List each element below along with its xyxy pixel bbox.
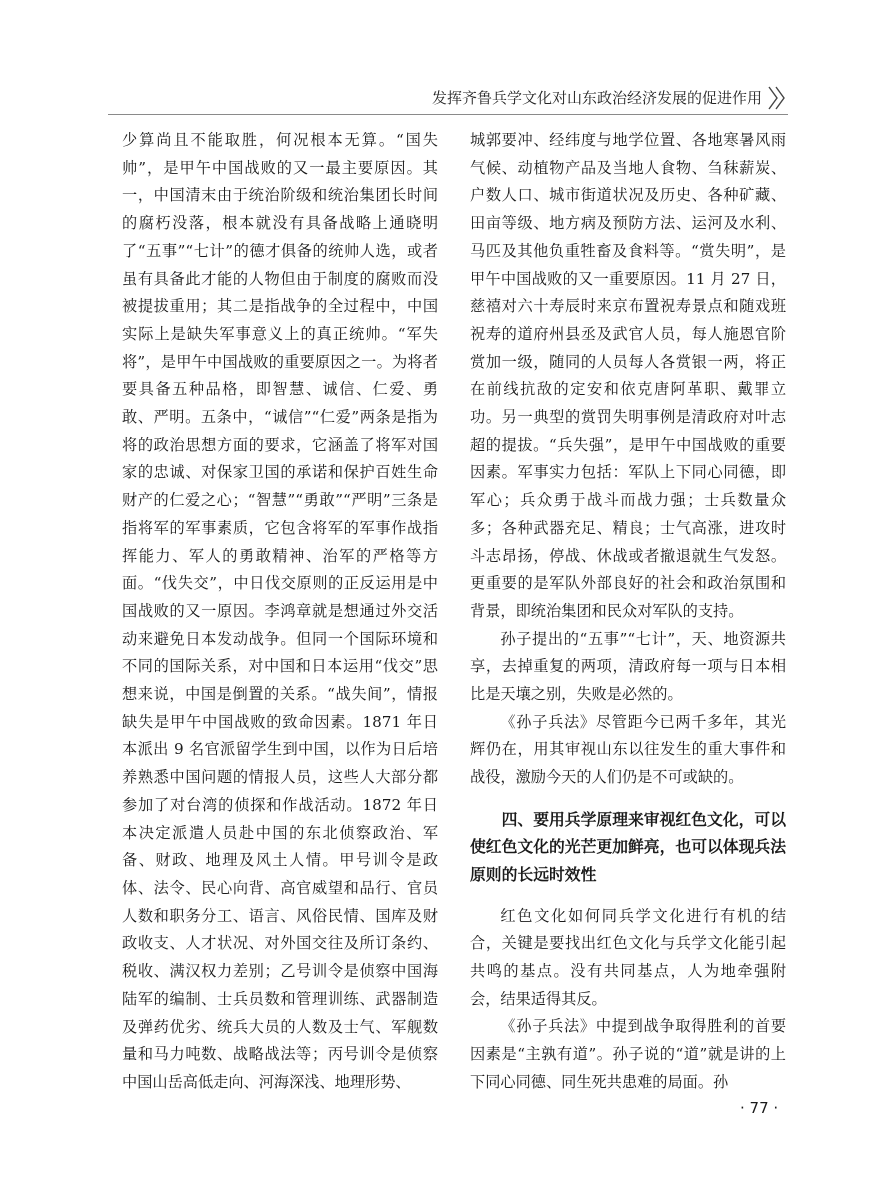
paragraph: 《孙子兵法》中提到战争取得胜利的首要因素是“主孰有道”。孙子说的“道”就是讲的上下同心同德、同生死共患难的局面。孙 xyxy=(470,1017,786,1091)
left-column xyxy=(122,127,438,1097)
running-title: 发挥齐鲁兵学文化对山东政治经济发展的促进作用 xyxy=(431,89,762,107)
header-rule xyxy=(108,114,788,115)
paragraph: 城郭要冲、经纬度与地学位置、各地寒暑风雨气候、动植物产品及当地人食物、刍秣薪炭、户数人口、城市街道状况及历史、各种矿藏、田亩等级、地方病及预防方法、运河及水利、马匹及其他负重牲畜及食料等。“赏失明”，是甲午中国战败的又一重要原因。11 月 27 日，慈禧对六十寿辰时来京布置祝寿景点和随戏班祝寿的道府州县丞及武官人员，每人施恩官阶赏加一级，随同的人员每人各赏银一两，将正在前线抗敌的定安和依克唐阿革职、戴罪立功。另一典型的赏罚失明事例是清政府对叶志超的提拔。“兵失强”，是甲午中国战败的重要因素。军事实力包括：军队上下同心同德，即军心；兵众勇于战斗而战力强；士兵数量众多；各种武器充足、精良；士气高涨，进攻时斗志昂扬，停战、休战或者撤退就生气发怒。更重要的是军队外部良好的社会和政治氛围和背景，即统治集团和民众对军队的支持。 xyxy=(470,131,786,620)
paragraph: 《孙子兵法》尽管距今已两千多年，其光辉仍在，用其审视山东以往发生的重大事件和战役，激励今天的人们仍是不可或缺的。 xyxy=(470,712,786,787)
paragraph: 红色文化如何同兵学文化进行有机的结合，关键是要找出红色文化与兵学文化能引起共鸣的基点。没有共同基点，人为地牵强附会，结果适得其反。 xyxy=(470,906,786,1008)
paragraph: 少算尚且不能取胜，何况根本无算。“国失帅”，是甲午中国战败的又一最主要原因。其一，中国清末由于统治阶级和统治集团长时间的腐朽没落，根本就没有具备战略上通晓明了“五事”“七计”的德才俱备的统帅人选，或者虽有具备此才能的人物但由于制度的腐败而没被提拔重用；其二是指战争的全过程中，中国实际上是缺失军事意义上的真正统帅。“军失将”，是甲午中国战败的重要原因之一。为将者要具备五种品格，即智慧、诚信、仁爱、勇敢、严明。五条中，“诚信”“仁爱”两条是指为将的政治思想方面的要求，它涵盖了将军对国家的忠诚、对保家卫国的承诺和保护百姓生命财产的仁爱之心；“智慧”“勇敢”“严明”三条是指将军的军事素质，它包含将军的军事作战指挥能力、军人的勇敢精神、治军的严格等方面。“伐失交”，中日伐交原则的正反运用是中国战败的又一原因。李鸿章就是想通过外交活动来避免日本发动战争。但同一个国际环境和不同的国际关系，对中国和日本运用“伐交”思想来说，中国是倒置的关系。“战失间”，情报缺失是甲午中国战败的致命因素。1871 年日本派出 9 名官派留学生到中国，以作为日后培养熟悉中国问题的情报人员，这些人大部分都参加了对台湾的侦探和作战活动。1872 年日本决定派遣人员赴中国的东北侦察政治、军备、财政、地理及风土人情。甲号训令是政体、法令、民心向背、高官威望和品行、官员人数和职务分工、语言、风俗民情、国库及财政收支、人才状况、对外国交往及所订条约、税收、满汉权力差别；乙号训令是侦察中国海陆军的编制、士兵员数和管理训练、武器制造及弹药优劣、统兵大员的人数及士气、军舰数量和马力吨数、战略战法等；丙号训令是侦察中国山岳高低走向、河海深浅、地理形势、 xyxy=(122,131,438,1091)
page-number: · 77 · xyxy=(740,1099,779,1117)
right-column xyxy=(470,127,786,1097)
double-chevron-right-icon xyxy=(766,84,788,112)
section-heading: 四、要用兵学原理来审视红色文化，可以使红色文化的光芒更加鲜亮，也可以体现兵法原则的长远时效性 xyxy=(470,809,786,885)
running-header xyxy=(108,86,788,110)
paragraph: 孙子提出的“五事”“七计”，天、地资源共享，去掉重复的两项，清政府每一项与日本相比是天壤之别，失败是必然的。 xyxy=(470,629,786,704)
